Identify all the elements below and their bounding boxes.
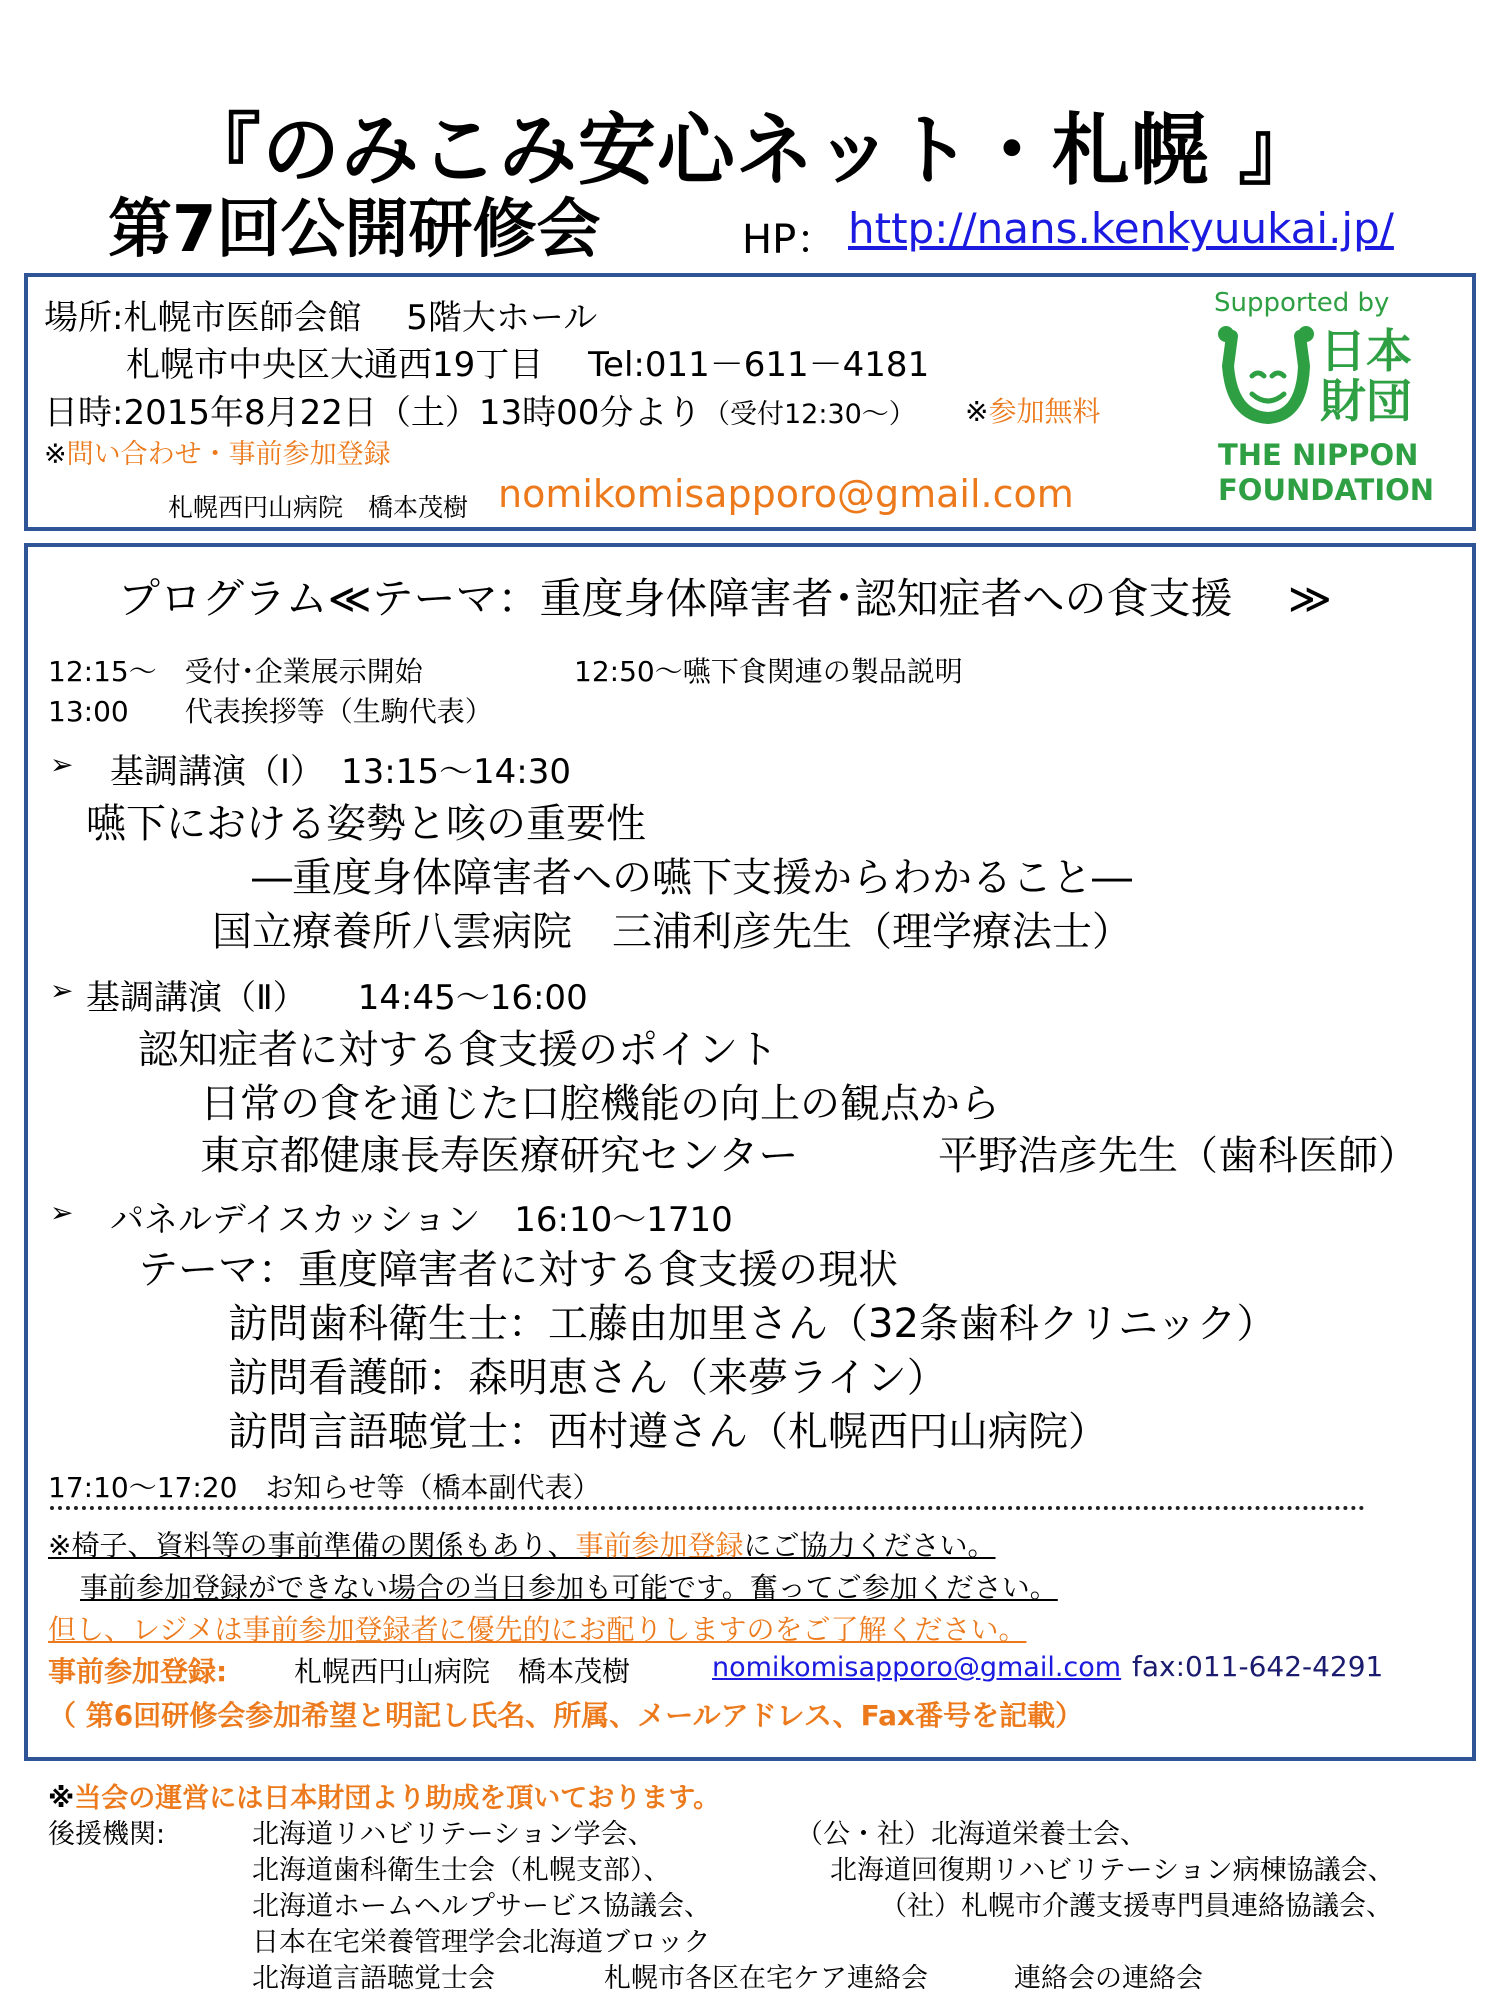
schedule-greeting: 13:00 代表挨拶等（生駒代表） (48, 695, 493, 728)
bullet-arrow-icon: ➢ (50, 1196, 74, 1229)
supporter-2: （公・社）北海道栄養士会、 (796, 1819, 1147, 1850)
homepage-link[interactable]: http://nans.kenkyuukai.jp/ (848, 204, 1394, 253)
keynote1-subtitle: ―重度身体障害者への嚥下支援からわかること― (252, 855, 1132, 901)
hp-label: HP： (742, 217, 837, 263)
note-mark: ※ (48, 1783, 75, 1814)
panelist-3: 訪問言語聴覚士：西村遵さん（札幌西円山病院） (228, 1409, 1108, 1455)
schedule-closing: 17:10～17:20 お知らせ等（橋本副代表） (48, 1471, 601, 1504)
logo-jp-line-2: 財団 (1320, 374, 1412, 428)
registration-email-link[interactable]: nomikomisapporo@gmail.com (712, 1652, 1122, 1683)
keynote2-subtitle: 日常の食を通じた口腔機能の向上の観点から (200, 1081, 1000, 1127)
note-mark: ※ (44, 439, 67, 470)
program-title: プログラム≪テーマ：重度身体障害者･認知症者への食支援 ≫ (118, 574, 1332, 623)
venue-address: 札幌市中央区大通西19丁目 Tel:011－611－4181 (126, 345, 930, 385)
prereg-note-1 (48, 1524, 996, 1564)
schedule-product-demo: 12:50～嚥下食関連の製品説明 (574, 655, 963, 688)
note1-text-end: にご協力ください。 (743, 1529, 996, 1562)
keynote2-speaker-org: 東京都健康長寿医療研究センター (200, 1133, 799, 1179)
nippon-foundation-logo (1208, 288, 1438, 518)
panel-theme: テーマ：重度障害者に対する食支援の現状 (138, 1247, 898, 1293)
logo-en-name (1218, 438, 1434, 508)
keynote2-speaker: 平野浩彦先生（歯科医師） (938, 1133, 1418, 1179)
grant-text: 当会の運営には日本財団より助成を頂いております。 (74, 1783, 721, 1814)
note1-emphasis: 事前参加登録 (575, 1529, 744, 1562)
grant-note (48, 1776, 720, 1815)
supporter-1: 北海道リハビリテーション学会、 (252, 1819, 655, 1850)
registration-person: 札幌西円山病院 橋本茂樹 (294, 1655, 631, 1688)
supporter-5: 北海道ホームヘルプサービス協議会、 (252, 1891, 711, 1922)
panelist-1: 訪問歯科衛生士：工藤由加里さん（32条歯科クリニック） (228, 1301, 1277, 1347)
event-datetime: 日時:2015年8月22日（土）13時00分より (44, 393, 702, 433)
registration-fax: fax:011-642-4291 (1132, 1650, 1384, 1683)
supporter-3: 北海道歯科衛生士会（札幌支部）、 (252, 1855, 671, 1886)
keynote1-speaker: 国立療養所八雲病院 三浦利彦先生（理学療法士） (212, 909, 1132, 955)
keynote1-title: 嚥下における姿勢と咳の重要性 (86, 801, 646, 847)
supporter-7: 日本在宅栄養管理学会北海道ブロック (252, 1927, 711, 1958)
reception-time: （受付12:30～） (703, 399, 916, 430)
prereg-note-2: 事前参加登録ができない場合の当日参加も可能です。奮ってご参加ください。 (80, 1571, 1058, 1604)
prereg-note-3: 但し、レジメは事前参加登録者に優先的にお配りしますのをご了解ください。 (48, 1613, 1027, 1646)
bullet-arrow-icon: ➢ (50, 974, 74, 1007)
free-note (965, 390, 1100, 430)
supporter-9: 札幌市各区在宅ケア連絡会 (604, 1963, 928, 1994)
panel-heading: パネルデイスカッション 16:10～1710 (110, 1200, 733, 1240)
contact-person: 札幌西円山病院 橋本茂樹 (168, 493, 469, 522)
supporter-10: 連絡会の連絡会 (1014, 1963, 1203, 1994)
dotted-divider (50, 1506, 1365, 1510)
logo-jp-line-1: 日本 (1320, 324, 1412, 378)
panelist-2: 訪問看護師：森明恵さん（来夢ライン） (228, 1355, 947, 1401)
supported-by-label: Supported by (1214, 288, 1390, 318)
keynote2-title: 認知症者に対する食支援のポイント (138, 1027, 778, 1073)
contact-email-link[interactable]: nomikomisapporo@gmail.com (498, 472, 1074, 516)
contact-note (44, 432, 391, 471)
supporters-label: 後援機関: (48, 1819, 166, 1850)
keynote2-heading: 基調講演（Ⅱ） 14:45～16:00 (86, 978, 588, 1018)
free-label: 参加無料 (988, 395, 1101, 428)
event-subtitle: 第7回公開研修会 (108, 193, 601, 267)
contact-label: 問い合わせ・事前参加登録 (66, 439, 391, 470)
supporter-8: 北海道言語聴覚士会 (252, 1963, 495, 1994)
logo-en-line-1: THE NIPPON (1218, 438, 1419, 472)
supporter-6: （社）札幌市介護支援専門員連絡協議会、 (880, 1891, 1393, 1922)
keynote1-heading: 基調講演（Ⅰ） 13:15～14:30 (110, 752, 571, 792)
registration-instructions: （ 第6回研修会参加希望と明記し氏名、所属、メールアドレス、Fax番号を記載） (48, 1699, 1084, 1732)
logo-jp-name (1320, 326, 1412, 426)
venue-place: 場所:札幌市医師会館 5階大ホール (44, 298, 598, 338)
bullet-arrow-icon: ➢ (50, 748, 74, 781)
registration-label: 事前参加登録: (48, 1655, 228, 1688)
note1-text: ※椅子、資料等の事前準備の関係もあり、 (48, 1529, 576, 1562)
supporter-4: 北海道回復期リハビリテーション病棟協議会、 (830, 1855, 1395, 1886)
logo-en-line-2: FOUNDATION (1218, 473, 1435, 507)
schedule-reception: 12:15～ 受付･企業展示開始 (48, 655, 423, 688)
note-mark: ※ (965, 395, 989, 428)
page-title: 『のみこみ安心ネット・札幌 』 (182, 106, 1318, 196)
